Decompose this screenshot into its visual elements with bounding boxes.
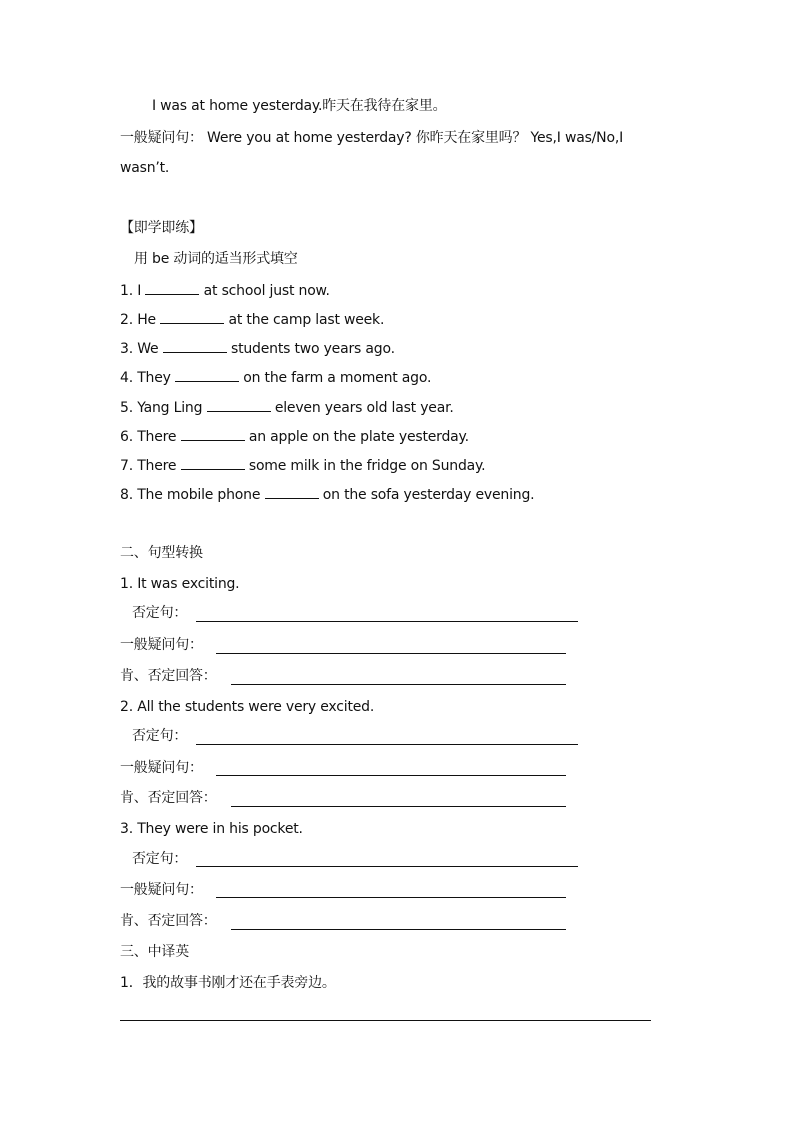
practice-item: [120, 309, 384, 330]
item-prefix: 5. Yang Ling: [120, 400, 203, 416]
translate-item: 1．我的故事书刚才还在手表旁边。: [120, 975, 336, 991]
question-answer-line[interactable]: [216, 897, 566, 898]
item-suffix: some milk in the fridge on Sunday.: [248, 458, 486, 474]
item-prefix: 4. They: [120, 370, 171, 386]
item-suffix: an apple on the plate yesterday.: [248, 429, 469, 445]
practice-heading: 【即学即练】: [120, 220, 203, 236]
reply-label: 肯、否定回答：: [120, 668, 217, 684]
item-prefix: 7. There: [120, 458, 177, 474]
fill-blank[interactable]: [207, 397, 271, 412]
practice-item: [120, 280, 330, 301]
negative-answer-line[interactable]: [196, 866, 578, 867]
item-suffix: eleven years old last year.: [274, 400, 454, 416]
question-label: 一般疑问句：: [120, 882, 203, 898]
fill-blank[interactable]: [181, 455, 245, 470]
reply-answer-line[interactable]: [231, 806, 566, 807]
item-prefix: 8. The mobile phone: [120, 487, 261, 503]
fill-blank[interactable]: [145, 280, 199, 295]
item-suffix: students two years ago.: [230, 341, 395, 357]
intro-question-form: 一般疑问句： Were you at home yesterday? 你昨天在家里吗？ Yes,I was/No,I: [120, 130, 624, 146]
item-suffix: on the farm a moment ago.: [243, 370, 432, 386]
reply-label: 肯、否定回答：: [120, 790, 217, 806]
practice-item: [120, 484, 534, 505]
practice-instruction: 用 be 动词的适当形式填空: [134, 251, 298, 267]
negative-label: 否定句：: [132, 851, 188, 867]
reply-answer-line[interactable]: [231, 929, 566, 930]
practice-item: [120, 426, 469, 447]
question-label: 一般疑问句：: [120, 760, 203, 776]
negative-label: 否定句：: [132, 728, 188, 744]
translate-answer-line[interactable]: [120, 1020, 651, 1021]
transform-heading: 二、句型转换: [120, 545, 203, 561]
item-prefix: 2. He: [120, 312, 156, 328]
fill-blank[interactable]: [265, 484, 319, 499]
fill-blank[interactable]: [160, 309, 224, 324]
fill-blank[interactable]: [175, 367, 239, 382]
negative-answer-line[interactable]: [196, 621, 578, 622]
reply-label: 肯、否定回答：: [120, 913, 217, 929]
fill-blank[interactable]: [163, 338, 227, 353]
item-prefix: 3. We: [120, 341, 159, 357]
transform-sentence: 1. It was exciting.: [120, 576, 240, 592]
negative-answer-line[interactable]: [196, 744, 578, 745]
fill-blank[interactable]: [181, 426, 245, 441]
transform-sentence: 2. All the students were very excited.: [120, 699, 375, 715]
item-suffix: on the sofa yesterday evening.: [322, 487, 535, 503]
negative-label: 否定句：: [132, 605, 188, 621]
item-suffix: at school just now.: [203, 283, 330, 299]
translate-heading: 三、中译英: [120, 944, 189, 960]
question-answer-line[interactable]: [216, 775, 566, 776]
practice-item: [120, 455, 485, 476]
item-prefix: 1. I: [120, 283, 142, 299]
question-label: 一般疑问句：: [120, 637, 203, 653]
practice-item: [120, 367, 431, 388]
item-prefix: 6. There: [120, 429, 177, 445]
intro-example-sentence: I was at home yesterday.昨天在我待在家里。: [152, 98, 447, 114]
question-answer-line[interactable]: [216, 653, 566, 654]
intro-answer-continued: wasn’t.: [120, 160, 170, 176]
reply-answer-line[interactable]: [231, 684, 566, 685]
practice-item: [120, 338, 395, 359]
practice-item: [120, 397, 454, 418]
item-suffix: at the camp last week.: [228, 312, 385, 328]
transform-sentence: 3. They were in his pocket.: [120, 821, 303, 837]
